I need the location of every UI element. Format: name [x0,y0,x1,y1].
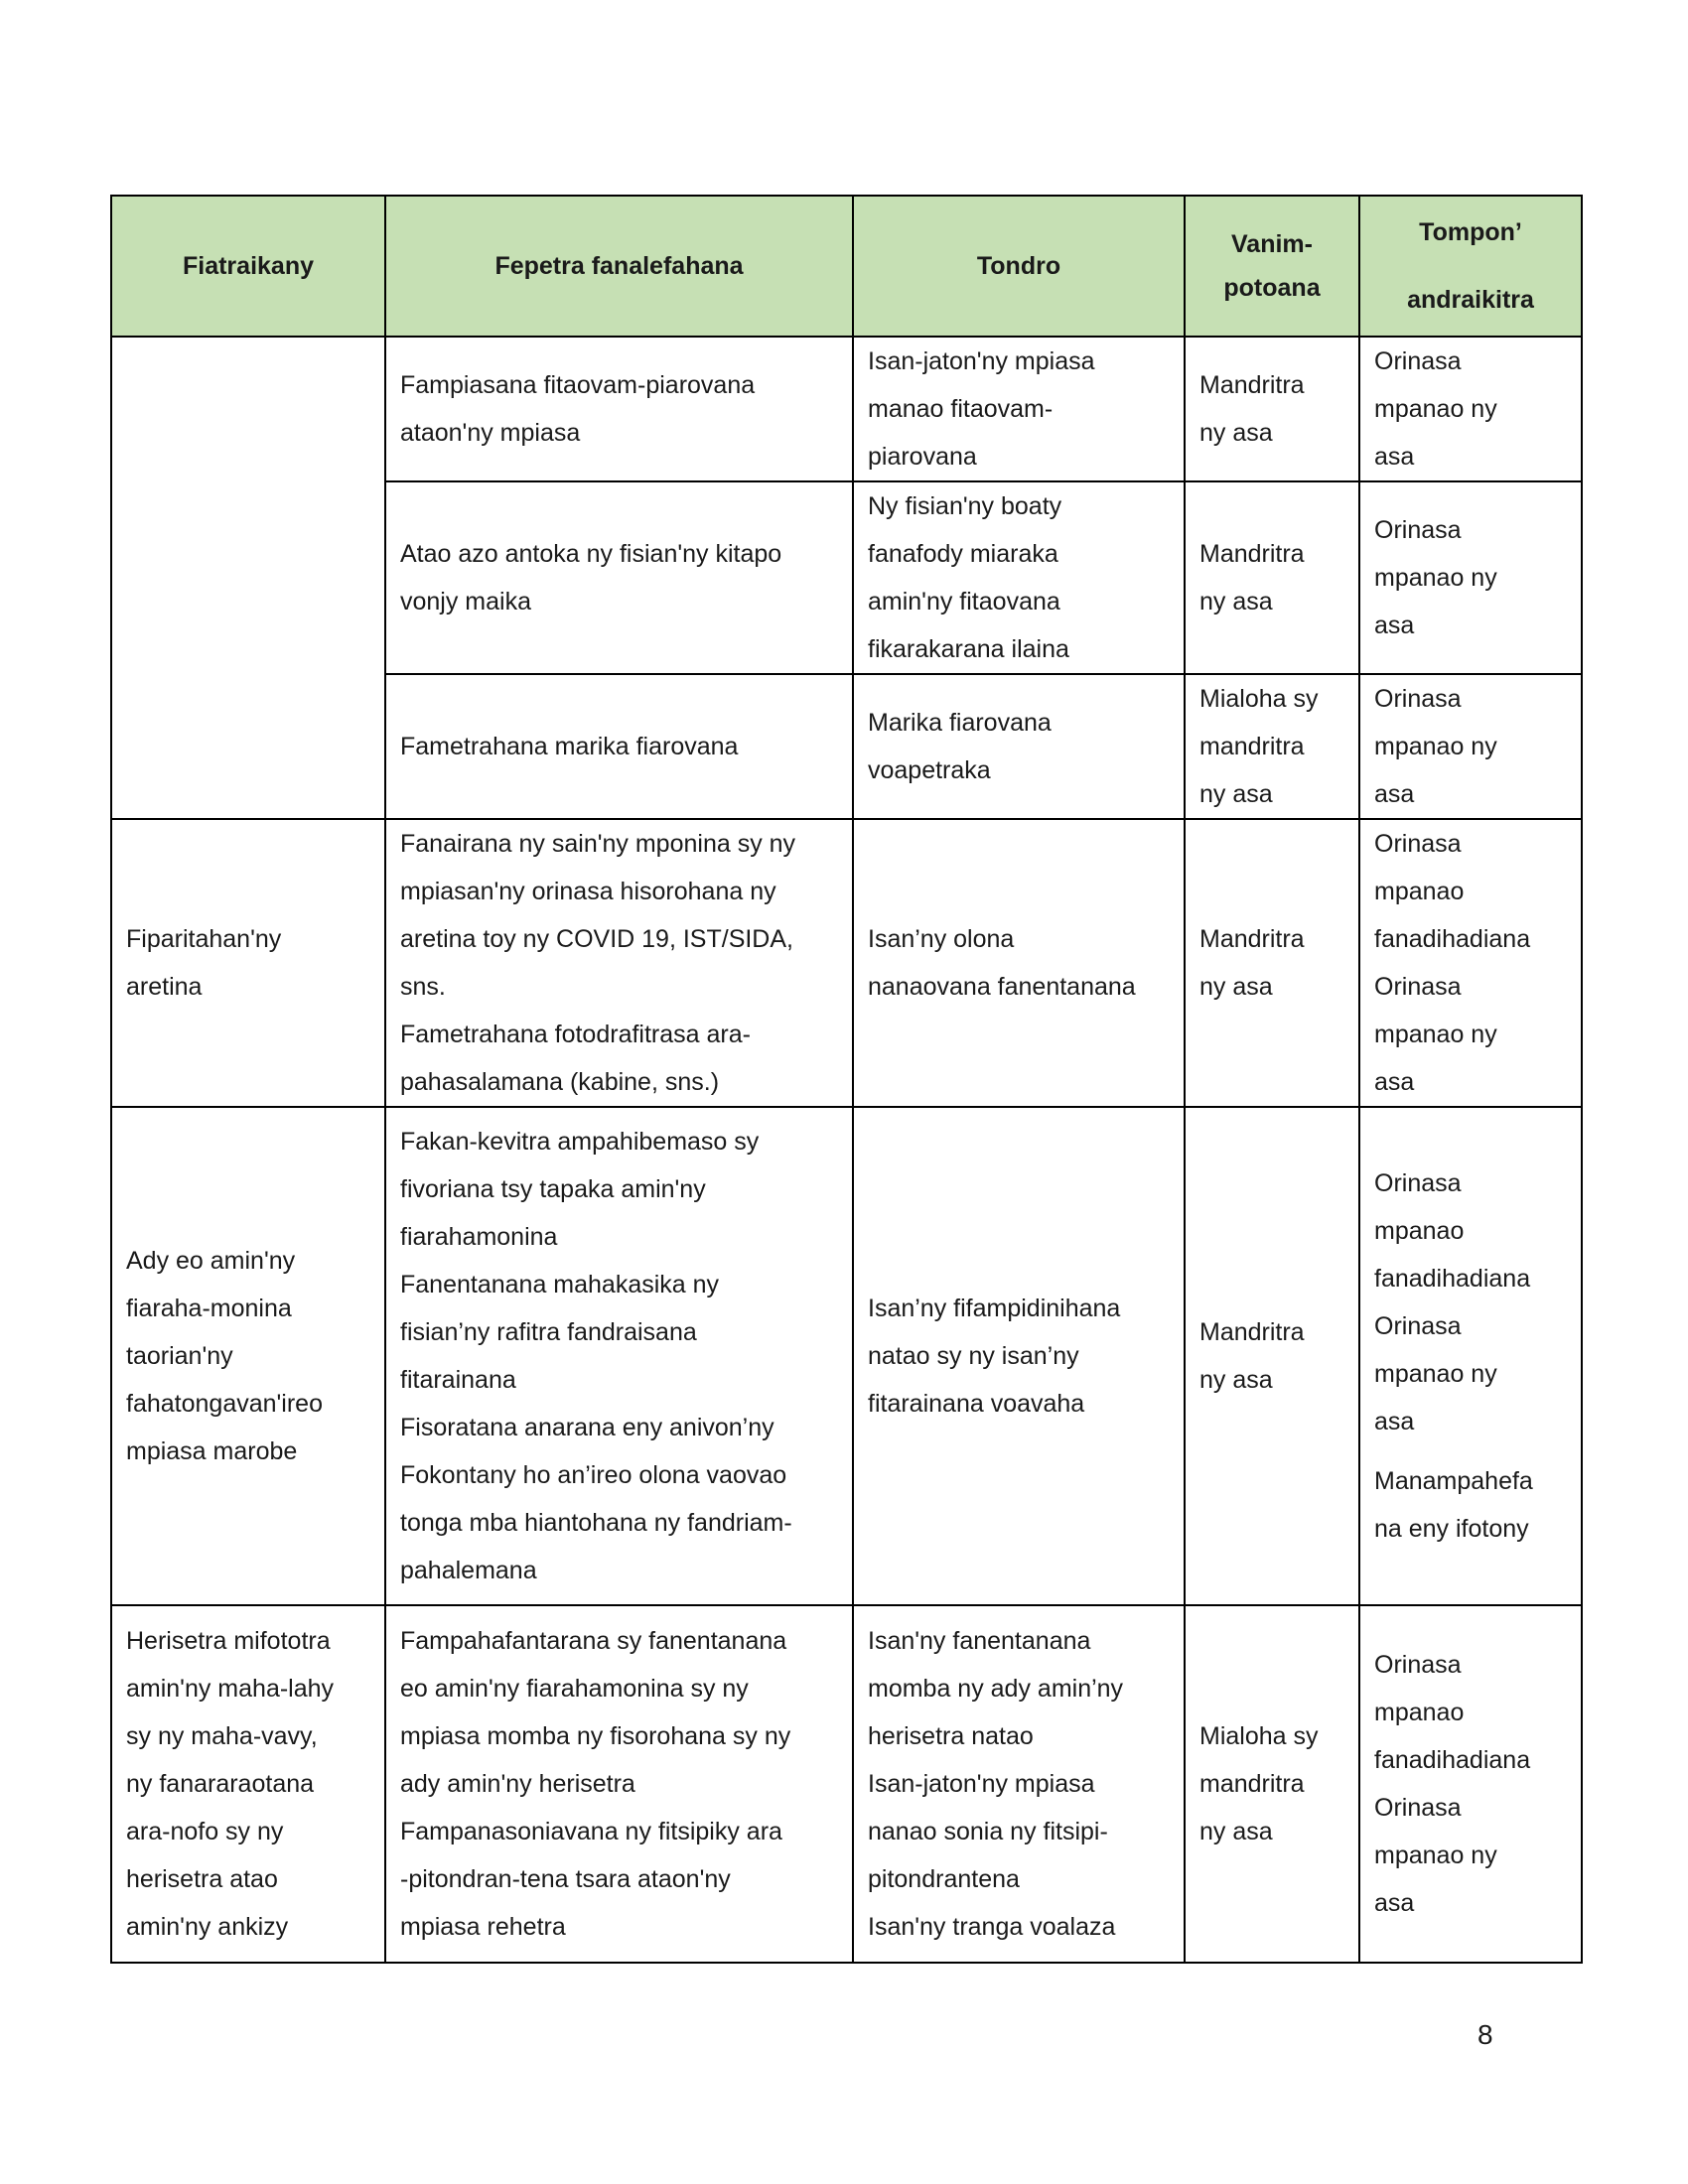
header-tondro: Tondro [853,196,1185,337]
cell-line: fiaraha-monina [126,1295,292,1322]
cell-tondro [853,1605,1185,1963]
cell-fiatraikany [111,1107,385,1605]
cell-line: Mialoha sy [1199,685,1319,713]
cell-tompon [1359,819,1582,1107]
cell-line: voapetraka [868,756,991,784]
cell-line: fisian’ny rafitra fandraisana [400,1318,697,1346]
cell-line: Isan'ny tranga voalaza [868,1913,1116,1941]
cell-line: Atao azo antoka ny fisian'ny kitapo [400,540,782,568]
cell-line: ady amin'ny herisetra [400,1770,635,1798]
cell-line: mpiasa momba ny fisorohana sy ny [400,1722,791,1750]
cell-line: mpanao ny [1374,1021,1497,1048]
cell-line: ny asa [1199,419,1273,447]
header-tompon-line: Tompon’ [1419,218,1522,246]
cell-line: Orinasa [1374,516,1462,544]
cell-line: Isan’ny olona [868,925,1015,953]
cell-tondro [853,819,1185,1107]
cell-line: nanaovana fanentanana [868,973,1136,1001]
cell-line: mpanao ny [1374,733,1497,760]
header-vanim-line: Vanim- [1231,230,1313,258]
cell-line: Orinasa [1374,830,1462,858]
cell-line: herisetra natao [868,1722,1034,1750]
cell-line: eo amin'ny fiarahamonina sy ny [400,1675,749,1703]
cell-line: momba ny ady amin’ny [868,1675,1124,1703]
cell-line: pahalemana [400,1557,537,1584]
header-fepetra: Fepetra fanalefahana [385,196,853,337]
cell-line: fitarainana voavaha [868,1390,1085,1418]
cell-line: asa [1374,1408,1415,1435]
cell-line: Fampahafantarana sy fanentanana [400,1627,787,1655]
cell-line: ny asa [1199,973,1273,1001]
cell-tompon [1359,674,1582,819]
cell-line: Fanentanana mahakasika ny [400,1271,720,1298]
cell-line: Fametrahana marika fiarovana [400,733,739,760]
cell-line: amin'ny fitaovana [868,588,1060,615]
cell-fepetra [385,819,853,1107]
cell-line: Orinasa [1374,685,1462,713]
cell-line: Herisetra mifototra [126,1627,331,1655]
cell-vanim [1185,481,1359,674]
cell-line: ny asa [1199,588,1273,615]
table-row [111,337,1582,481]
cell-line: mpiasan'ny orinasa hisorohana ny [400,878,776,905]
cell-line: herisetra atao [126,1865,278,1893]
cell-line: -pitondran-tena tsara ataon'ny [400,1865,731,1893]
cell-line: Manampahefa [1374,1467,1533,1495]
cell-fiatraikany [111,1605,385,1963]
cell-line: pahasalamana (kabine, sns.) [400,1068,720,1096]
cell-line: sy ny maha-vavy, [126,1722,318,1750]
cell-line: fivoriana tsy tapaka amin'ny [400,1175,706,1203]
cell-line: ara-nofo sy ny [126,1818,284,1845]
table-row [111,819,1582,1107]
cell-line: fanadihadiana [1374,1265,1531,1293]
cell-line: mpanao ny [1374,564,1497,592]
cell-tompon [1359,1107,1582,1605]
cell-line: Isan-jaton'ny mpiasa [868,347,1095,375]
cell-line: Mandritra [1199,540,1305,568]
cell-line: ny asa [1199,1818,1273,1845]
cell-line: sns. [400,973,446,1001]
cell-line: Fokontany ho an’ireo olona vaovao [400,1461,787,1489]
cell-line: mpanao ny [1374,395,1497,423]
cell-line: Fakan-kevitra ampahibemaso sy [400,1128,760,1156]
cell-fepetra [385,337,853,481]
cell-vanim [1185,337,1359,481]
cell-line: Fiparitahan'ny [126,925,282,953]
cell-line: Orinasa [1374,1312,1462,1340]
cell-vanim [1185,1605,1359,1963]
cell-line: amin'ny ankizy [126,1913,289,1941]
cell-line: manao fitaovam- [868,395,1054,423]
cell-line: aretina toy ny COVID 19, IST/SIDA, [400,925,793,953]
cell-line: Orinasa [1374,347,1462,375]
cell-line: asa [1374,443,1415,471]
cell-tondro [853,674,1185,819]
cell-line: asa [1374,1889,1415,1917]
cell-tondro [853,337,1185,481]
cell-tompon [1359,337,1582,481]
cell-line: Isan'ny fanentanana [868,1627,1091,1655]
cell-fiatraikany [111,819,385,1107]
cell-line: Fanairana ny sain'ny mponina sy ny [400,830,796,858]
cell-line: mandritra [1199,733,1305,760]
cell-vanim [1185,674,1359,819]
cell-line: Fampanasoniavana ny fitsipiky ara [400,1818,782,1845]
cell-line: natao sy ny isan’ny [868,1342,1079,1370]
cell-line: Mialoha sy [1199,1722,1319,1750]
cell-line: taorian'ny [126,1342,233,1370]
cell-fepetra [385,481,853,674]
cell-line: Isan’ny fifampidinihana [868,1295,1121,1322]
cell-line: Fisoratana anarana eny anivon’ny [400,1414,774,1441]
cell-line: fiarahamonina [400,1223,558,1251]
cell-line: Fametrahana fotodrafitrasa ara- [400,1021,751,1048]
header-vanim-line: potoana [1223,274,1321,302]
mitigation-table [110,195,1583,1964]
cell-line: asa [1374,612,1415,639]
cell-line: aretina [126,973,203,1001]
cell-line: mpiasa marobe [126,1437,298,1465]
cell-gap [1374,1445,1569,1457]
cell-fiatraikany [111,337,385,819]
header-tompon-line: andraikitra [1407,286,1534,314]
cell-tondro [853,1107,1185,1605]
header-fiatraikany: Fiatraikany [111,196,385,337]
cell-vanim [1185,1107,1359,1605]
cell-line: vonjy maika [400,588,531,615]
cell-line: Fampiasana fitaovam-piarovana [400,371,756,399]
cell-tompon [1359,481,1582,674]
header-vanim-potoana [1185,196,1359,337]
cell-line: mpanao [1374,1217,1465,1245]
cell-line: mpanao [1374,878,1465,905]
cell-line: mpiasa rehetra [400,1913,566,1941]
cell-line: ny asa [1199,780,1273,808]
cell-line: Marika fiarovana [868,709,1052,737]
cell-line: Orinasa [1374,1651,1462,1679]
cell-vanim [1185,819,1359,1107]
cell-line: fanadihadiana [1374,925,1531,953]
table-row [111,1107,1582,1605]
cell-line: mpanao ny [1374,1360,1497,1388]
cell-line: ataon'ny mpiasa [400,419,581,447]
cell-line: Mandritra [1199,1318,1305,1346]
cell-line: Ady eo amin'ny [126,1247,296,1275]
cell-line: Mandritra [1199,371,1305,399]
cell-line: mandritra [1199,1770,1305,1798]
cell-line: Orinasa [1374,973,1462,1001]
cell-line: ny fanararaotana [126,1770,315,1798]
cell-fepetra [385,1605,853,1963]
cell-line: na eny ifotony [1374,1515,1529,1543]
header-tompon-andraikitra [1359,196,1582,337]
cell-line: fitarainana [400,1366,516,1394]
cell-line: Mandritra [1199,925,1305,953]
cell-line: fikarakarana ilaina [868,635,1069,663]
cell-line: fanafody miaraka [868,540,1058,568]
cell-line: amin'ny maha-lahy [126,1675,335,1703]
cell-line: nanao sonia ny fitsipi- [868,1818,1108,1845]
cell-line: asa [1374,1068,1415,1096]
cell-fepetra [385,1107,853,1605]
cell-line: Orinasa [1374,1794,1462,1822]
page-number: 8 [1477,2019,1493,2050]
cell-line: fahatongavan'ireo [126,1390,323,1418]
cell-line: Ny fisian'ny boaty [868,492,1062,520]
cell-line: pitondrantena [868,1865,1020,1893]
cell-tompon [1359,1605,1582,1963]
cell-line: fanadihadiana [1374,1746,1531,1774]
cell-line: mpanao ny [1374,1842,1497,1869]
cell-line: piarovana [868,443,977,471]
table-row [111,1605,1582,1963]
cell-line: Isan-jaton'ny mpiasa [868,1770,1095,1798]
table-header-row [111,196,1582,337]
cell-line: asa [1374,780,1415,808]
cell-line: tonga mba hiantohana ny fandriam- [400,1509,792,1537]
cell-line: ny asa [1199,1366,1273,1394]
cell-line: mpanao [1374,1699,1465,1726]
cell-line: Orinasa [1374,1169,1462,1197]
cell-fepetra [385,674,853,819]
cell-tondro [853,481,1185,674]
